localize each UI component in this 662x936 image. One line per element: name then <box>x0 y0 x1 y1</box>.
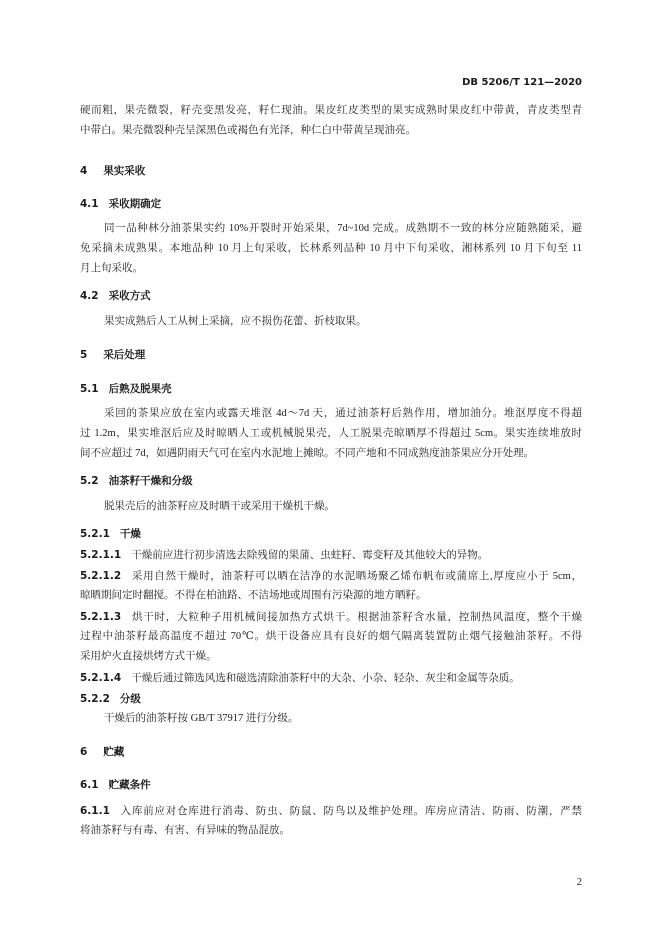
paragraph-line: 果实成熟后人工从树上采摘，应不损伤花蕾、折枝取果。 <box>104 316 367 327</box>
clause-item-6-1-1 <box>80 801 582 841</box>
item-line <box>80 607 582 627</box>
item-line <box>80 668 582 688</box>
clause-number: 4 <box>80 165 88 177</box>
continued-paragraph <box>80 101 582 141</box>
clause-number: 6.1 <box>80 779 99 791</box>
clause-5-1-paragraph <box>80 404 582 464</box>
item-number: 5.2.1.1 <box>80 549 122 561</box>
paragraph-line: 中带白。果壳微裂种壳呈深黑色或褐色有光泽，种仁白中带黄呈现油亮。 <box>80 125 416 136</box>
clause-item-5-2-1-2 <box>80 566 582 606</box>
clause-title: 油茶籽干燥和分级 <box>108 475 193 487</box>
paragraph-line: 过 1.2m，果实堆沤后应及时晾晒人工或机械脱果壳，人工脱果壳晾晒厚不得超过 5cm。果实连续堆放时 <box>80 428 582 439</box>
clause-5-2-2-paragraph <box>80 709 582 729</box>
item-line: 过程中油茶籽最高温度不超过 70℃。烘干设备应具有良好的烟气隔离装置防止烟气接触油茶籽。不得 <box>80 631 582 642</box>
paragraph-line: 间不应超过 7d，如遇阴雨天气可在室内水泥地上摊晾。不同产地和不同成熟度油茶果应分开处理。 <box>80 448 535 459</box>
clause-heading-4-2 <box>80 286 582 306</box>
item-line <box>80 801 582 821</box>
item-line <box>80 566 582 586</box>
item-line <box>80 545 582 565</box>
clause-item-5-2-1-4 <box>80 668 582 688</box>
clause-heading-5-2-1 <box>80 524 582 544</box>
item-line: 晾晒期间定时翻搅。不得在柏油路、不洁场地或周围有污染源的地方晒籽。 <box>80 590 427 601</box>
item-text: 采用自然干燥时，油茶籽可以晒在洁净的水泥晒场聚乙烯布帆布或蒲席上,厚度应小于 5cm， <box>131 571 582 582</box>
clause-title: 干燥 <box>119 528 141 540</box>
clause-heading-5-1 <box>80 379 582 399</box>
paragraph-line: 免采摘未成熟果。本地品种 10 月上旬采收，长林系列品种 10 月中下旬采收，湘林系列 10 月下旬至 11 <box>80 243 582 254</box>
paragraph-line: 硬而粗，果壳微裂，籽壳变黑发亮，籽仁现油。果皮红皮类型的果实成熟时果皮红中带黄，青皮类型青 <box>80 105 582 116</box>
paragraph-line: 采回的茶果应放在室内或露天堆沤 4d～7d 天，通过油茶籽后熟作用，增加油分。堆沤厚度不得超 <box>104 408 582 419</box>
clause-title: 果实采收 <box>103 165 146 177</box>
clause-heading-5-2 <box>80 471 582 491</box>
clause-number: 4.2 <box>80 290 99 302</box>
item-text: 入库前应对仓库进行消毒、防虫、防鼠、防鸟以及维护处理。库房应清洁、防雨、防潮，严禁 <box>119 806 582 817</box>
paragraph-line: 脱果壳后的油茶籽应及时晒干或采用干燥机干燥。 <box>104 501 335 512</box>
item-text: 干燥前应进行初步清选去除残留的果蒲、虫蛀籽、霉变籽及其他较大的异物。 <box>131 550 489 561</box>
clause-heading-4 <box>80 161 582 181</box>
item-number: 5.2.1.4 <box>80 672 122 684</box>
clause-title: 采收方式 <box>108 290 151 302</box>
item-number: 5.2.1.3 <box>80 611 122 623</box>
clause-title: 分级 <box>119 693 141 705</box>
clause-number: 5.1 <box>80 383 99 395</box>
standard-number: DB 5206/T 121—2020 <box>462 77 582 88</box>
item-line: 将油茶籽与有毒、有害、有异味的物品混放。 <box>80 825 290 836</box>
clause-number: 6 <box>80 746 88 758</box>
item-line: 采用炉火直接烘烤方式干燥。 <box>80 651 217 662</box>
clause-title: 采后处理 <box>103 349 146 361</box>
clause-4-2-paragraph <box>80 312 582 332</box>
clause-number: 5 <box>80 349 88 361</box>
clause-heading-5 <box>80 345 582 365</box>
item-text: 烘干时，大粒种子用机械间接加热方式烘干。根据油茶籽含水量，控制热风温度，整个干燥 <box>131 612 582 623</box>
item-text: 干燥后通过筛选风选和磁选清除油茶籽中的大杂、小杂、轻杂、灰尘和金属等杂质。 <box>131 673 520 684</box>
paragraph-line: 同一品种林分油茶果实约 10%开裂时开始采果，7d~10d 完成。成熟期不一致的林分应随熟随采，避 <box>104 223 582 234</box>
clause-number: 5.2.1 <box>80 528 110 540</box>
clause-heading-6 <box>80 742 582 762</box>
clause-heading-5-2-2 <box>80 689 582 709</box>
clause-title: 后熟及脱果壳 <box>108 383 172 395</box>
clause-heading-4-1 <box>80 194 582 214</box>
clause-number: 4.1 <box>80 198 99 210</box>
clause-number: 5.2.2 <box>80 693 110 705</box>
clause-title: 贮藏条件 <box>108 779 151 791</box>
clause-heading-6-1 <box>80 775 582 795</box>
clause-number: 5.2 <box>80 475 99 487</box>
clause-title: 采收期确定 <box>108 198 162 210</box>
clause-4-1-paragraph <box>80 219 582 279</box>
clause-item-5-2-1-3 <box>80 607 582 667</box>
clause-item-5-2-1-1 <box>80 545 582 565</box>
paragraph-line: 月上旬采收。 <box>80 263 143 274</box>
clause-5-2-paragraph <box>80 497 582 517</box>
item-number: 6.1.1 <box>80 805 110 817</box>
item-number: 5.2.1.2 <box>80 570 122 582</box>
page-number: 2 <box>576 877 582 888</box>
clause-title: 贮藏 <box>103 746 125 758</box>
running-header <box>380 73 582 93</box>
paragraph-line: 干燥后的油茶籽按 GB/T 37917 进行分级。 <box>104 713 299 724</box>
